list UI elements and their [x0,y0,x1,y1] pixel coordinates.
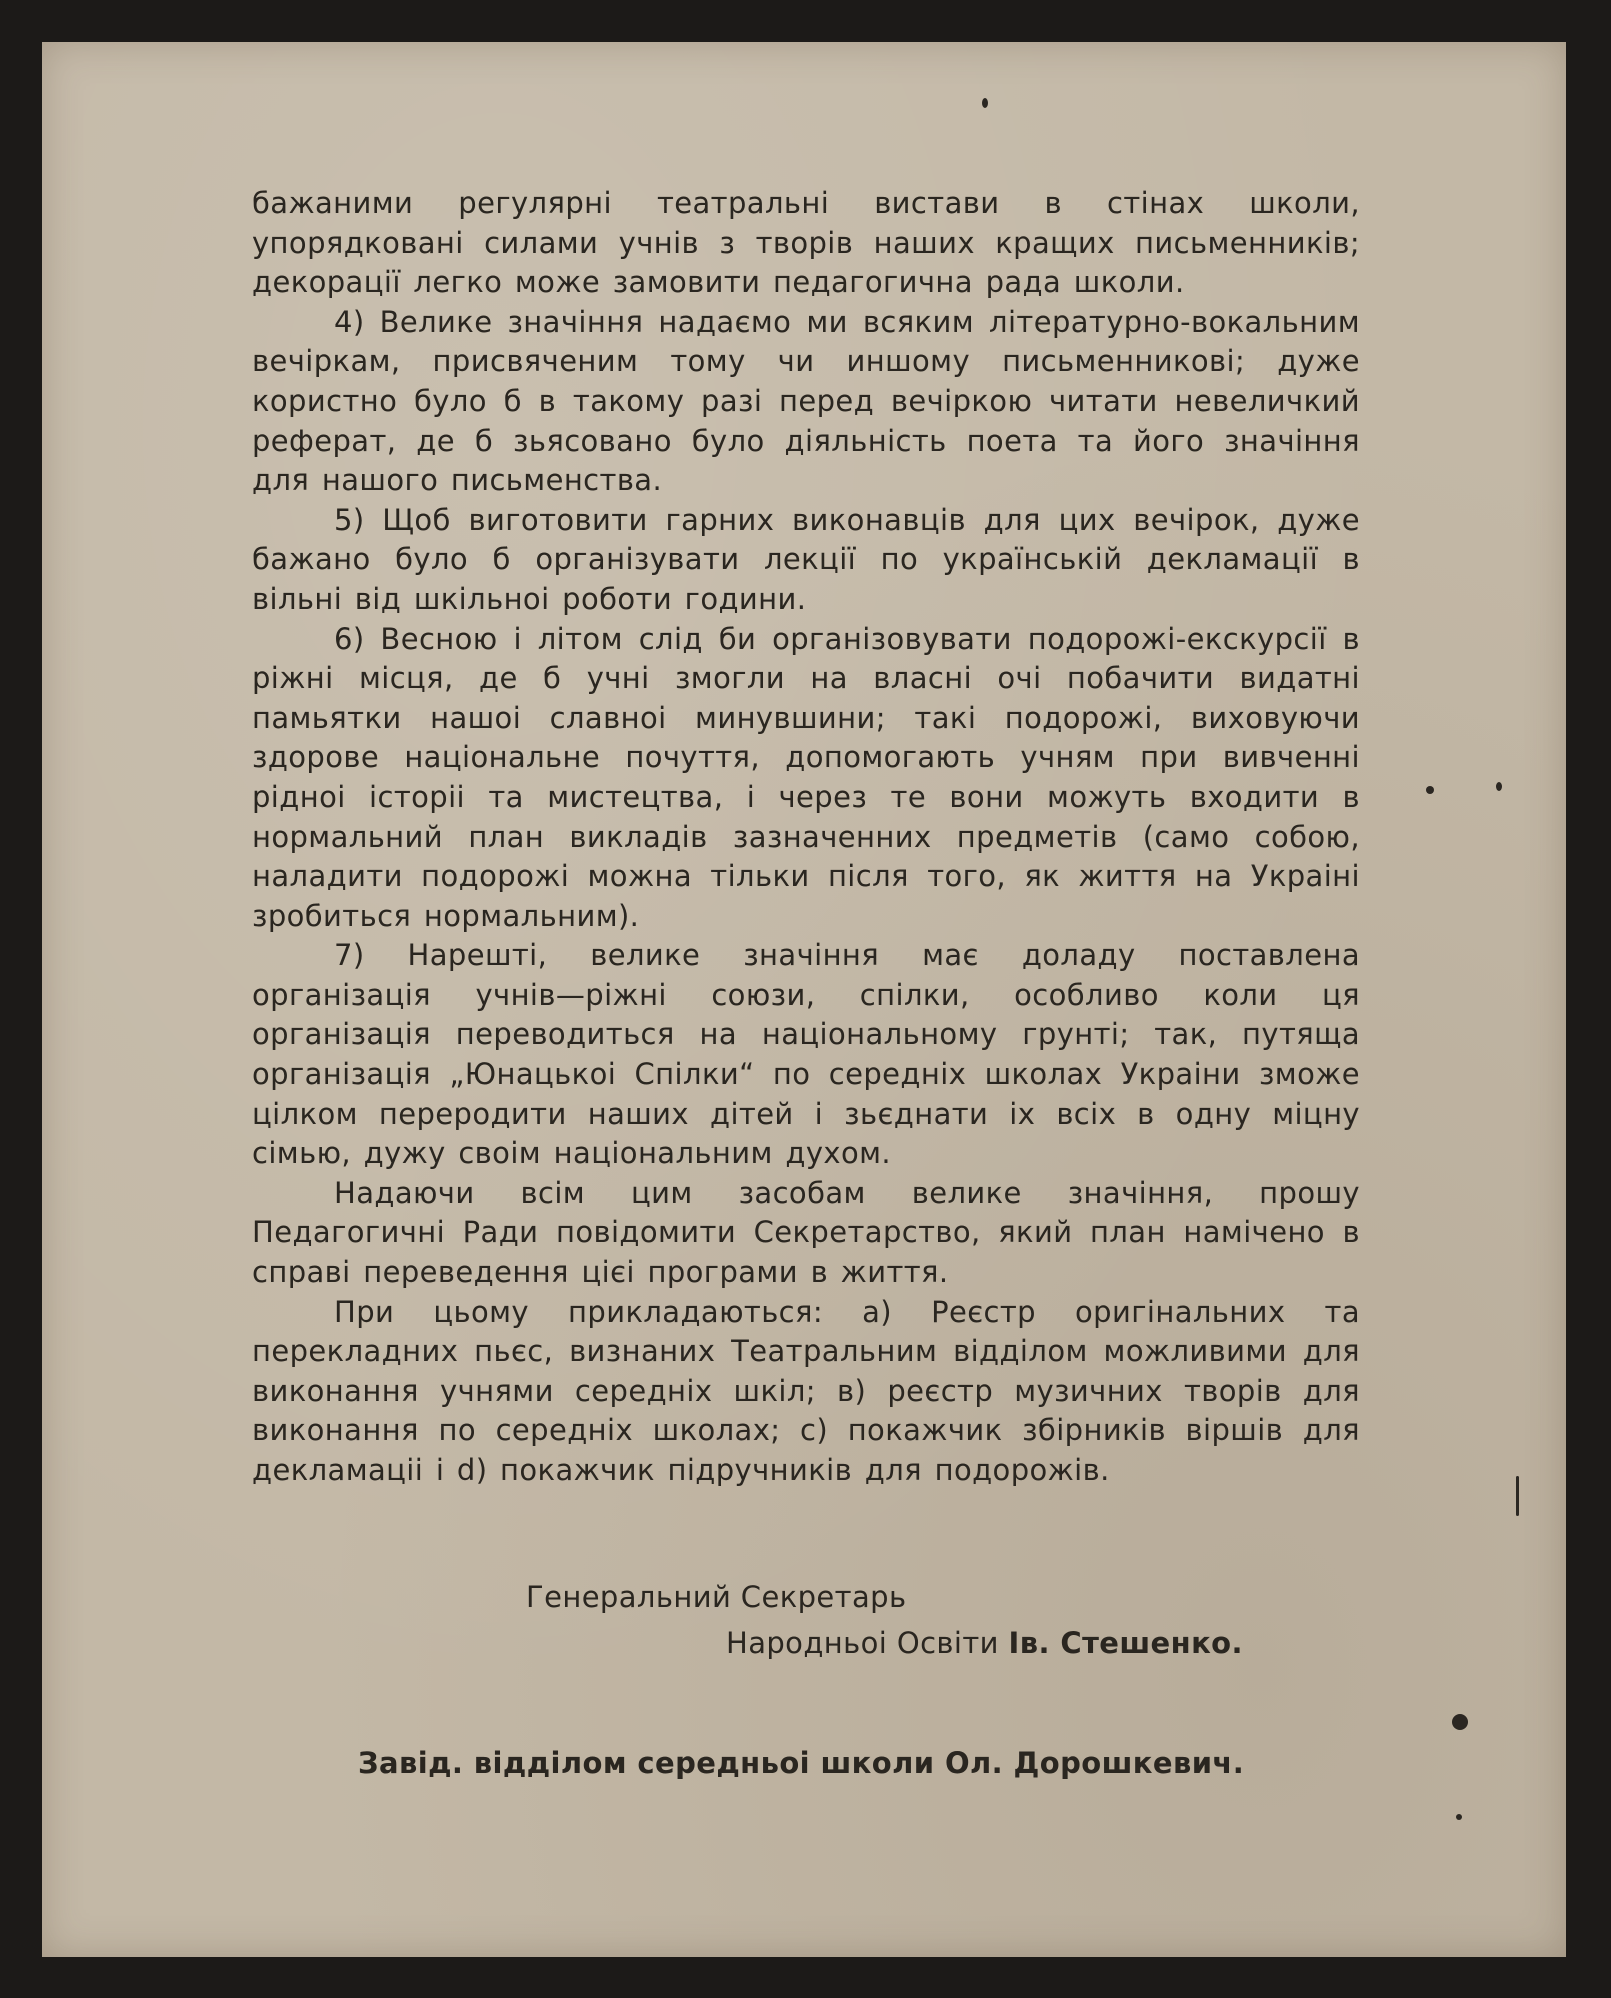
paragraph-attachments: При цьому прикладаються: а) Реєстр оригінальних та перекладних пьєс, визнаних Театральним відділом можливими для виконання учнями середніх шкіл; в) реєстр музичних творів для виконання по середніх школах; с) покажчик збірників віршів для декламаціі і d) покажчик підручників для подорожів. [252,1294,1360,1487]
paragraph-request: Надаючи всім цим засобам велике значіння, прошу Педагогичні Ради повідомити Секретарство, який план намічено в справі переведення цієі програми в життя. [252,1175,1360,1290]
signature-name: Ів. Стешенко. [1008,1626,1243,1660]
paragraph-item-7: 7) Нарешті, велике значіння має доладу поставлена організація учнів—ріжні союзи, спілки, особливо коли ця організація переводиться на національному грунті; так, путяща організація „Юнацькоі Спілки“ по середніх школах Украіни зможе цілком переродити наших дітей і зьєднати іх всіх в одну міцну сімью, дужу своім національним духом. [252,938,1360,1171]
department-head-name: Ол. Дорошкевич. [944,1746,1245,1780]
paragraph-item-5: 5) Щоб виготовити гарних виконавців для цих вечірок, дуже бажано було б організувати лекції по українській декламації в вільні від шкільноі роботи години. [252,502,1360,616]
signature-line [726,1626,1243,1660]
department-label: Завід. відділом середньоі школи [358,1746,935,1780]
signature-title: Генеральний Секретарь [526,1580,907,1614]
paragraph-item-4: 4) Велике значіння надаємо ми всяким літературно-вокальним вечіркам, присвяченим тому чи иншому письменникові; дуже користно було б в такому разі перед вечіркою читати невеличкий реферат, де б зьясовано було діяльність поета та його значіння для нашого письменства. [252,304,1360,498]
ink-speck [982,98,988,108]
document-body [252,184,1360,1491]
ink-speck [1452,1714,1468,1730]
signature-office: Народньоі Освіти [726,1626,999,1660]
ink-speck [1456,1814,1462,1820]
department-line [358,1746,1244,1780]
paragraph-continuation: бажаними регулярні театральні вистави в стінах школи, упорядковані силами учнів з творів наших кращих письменників; декорації легко може замовити педагогична рада школи. [252,186,1360,300]
paragraph-item-6: 6) Весною і літом слід би організовувати подорожі-екскурсії в ріжні місця, де б учні змогли на власні очі побачити видатні памьятки нашоі славноі минувшини; такі подорожі, виховуючи здорове національне почуття, допомогають учням при вивченні рідноі історіі та мистецтва, і через те вони можуть входити в нормальний план викладів зазначенних предметів (само собою, наладити подорожі можна тільки після того, як життя на Украіні зробиться нормальним). [252,621,1360,933]
document-sheet [42,42,1566,1957]
ink-speck [1426,786,1434,794]
ink-speck [1496,782,1502,791]
ink-speck [1516,1476,1519,1516]
